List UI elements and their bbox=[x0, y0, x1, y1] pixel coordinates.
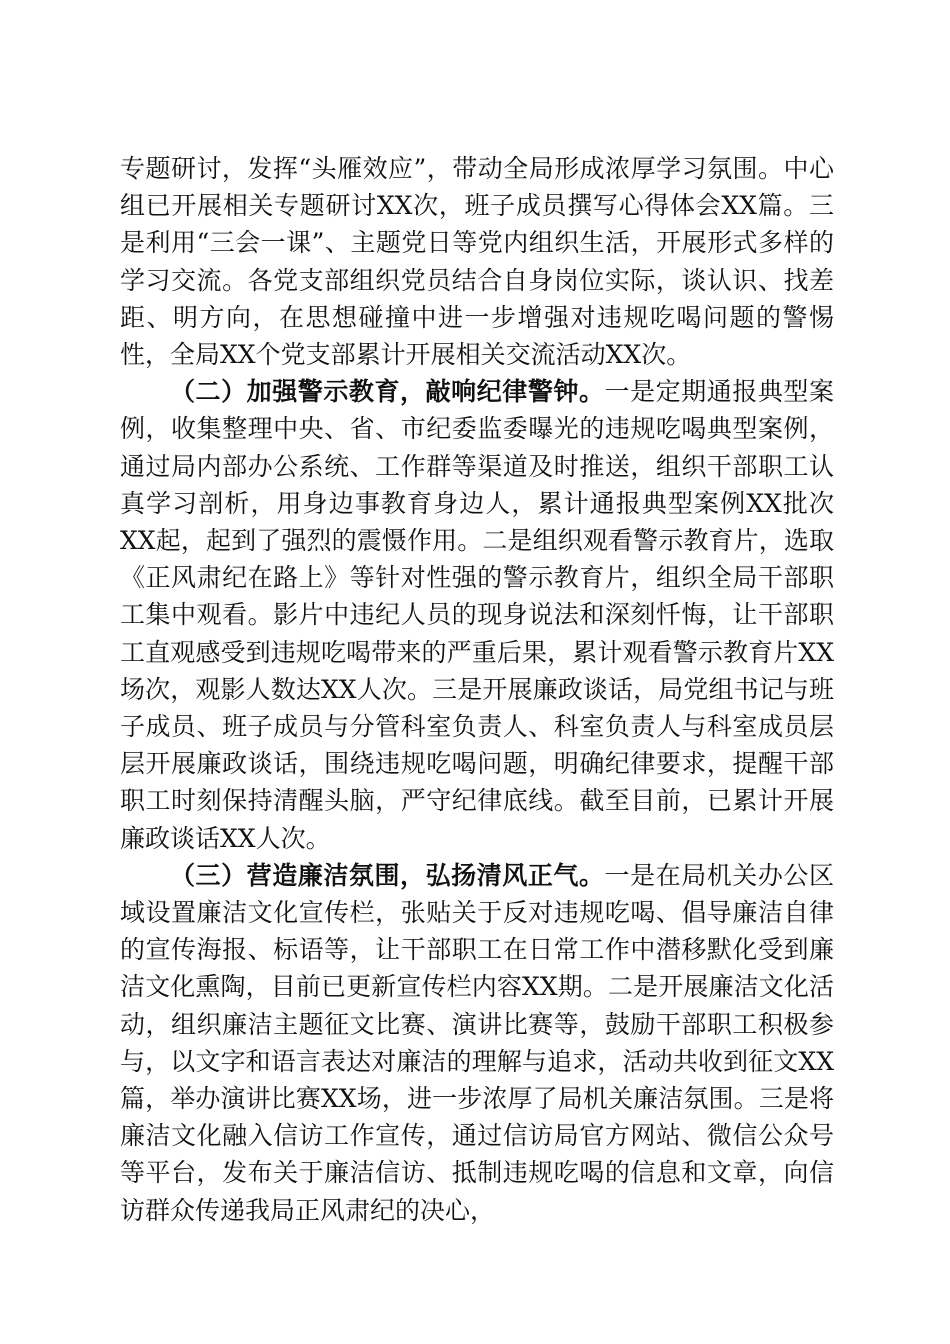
paragraph-integrity-atmosphere bbox=[120, 857, 834, 1229]
document-body bbox=[120, 150, 834, 1229]
section-heading-3: （三）营造廉洁氛围，弘扬清风正气。 bbox=[170, 860, 605, 890]
paragraph-warning-education bbox=[120, 373, 834, 857]
paragraph-text: 一是在局机关办公区域设置廉洁文化宣传栏，张贴关于反对违规吃喝、倡导廉洁自律的宣传海报、标语等，让干部职工在日常工作中潜移默化受到廉洁文化熏陶，目前已更新宣传栏内容XX期。二是开展廉洁文化活动，组织廉洁主题征文比赛、演讲比赛等，鼓励干部职工积极参与，以文字和语言表达对廉洁的理解与追求，活动共收到征文XX篇，举办演讲比赛XX场，进一步浓厚了局机关廉洁氛围。三是将廉洁文化融入信访工作宣传，通过信访局官方网站、微信公众号等平台，发布关于廉洁信访、抵制违规吃喝的信息和文章，向信访群众传递我局正风肃纪的决心， bbox=[120, 860, 834, 1225]
paragraph-text: 专题研讨，发挥“头雁效应”，带动全局形成浓厚学习氛围。中心组已开展相关专题研讨XX次，班子成员撰写心得体会XX篇。三是利用“三会一课”、主题党日等党内组织生活，开展形式多样的学习交流。各党支部组织党员结合自身岗位实际，谈认识、找差距、明方向，在思想碰撞中进一步增强对违规吃喝问题的警惕性，全局XX个党支部累计开展相关交流活动XX次。 bbox=[120, 154, 834, 370]
paragraph-text: 一是定期通报典型案例，收集整理中央、省、市纪委监委曝光的违规吃喝典型案例，通过局内部办公系统、工作群等渠道及时推送，组织干部职工认真学习剖析，用身边事教育身边人，累计通报典型案例XX批次XX起，起到了强烈的震慑作用。二是组织观看警示教育片，选取《正风肃纪在路上》等针对性强的警示教育片，组织全局干部职工集中观看。影片中违纪人员的现身说法和深刻忏悔，让干部职工直观感受到违规吃喝带来的严重后果，累计观看警示教育片XX场次，观影人数达XX人次。三是开展廉政谈话，局党组书记与班子成员、班子成员与分管科室负责人、科室负责人与科室成员层层开展廉政谈话，围绕违规吃喝问题，明确纪律要求，提醒干部职工时刻保持清醒头脑，严守纪律底线。截至目前，已累计开展廉政谈话XX人次。 bbox=[120, 377, 834, 853]
paragraph-continuation bbox=[120, 150, 834, 373]
section-heading-2: （二）加强警示教育，敲响纪律警钟。 bbox=[170, 377, 605, 407]
